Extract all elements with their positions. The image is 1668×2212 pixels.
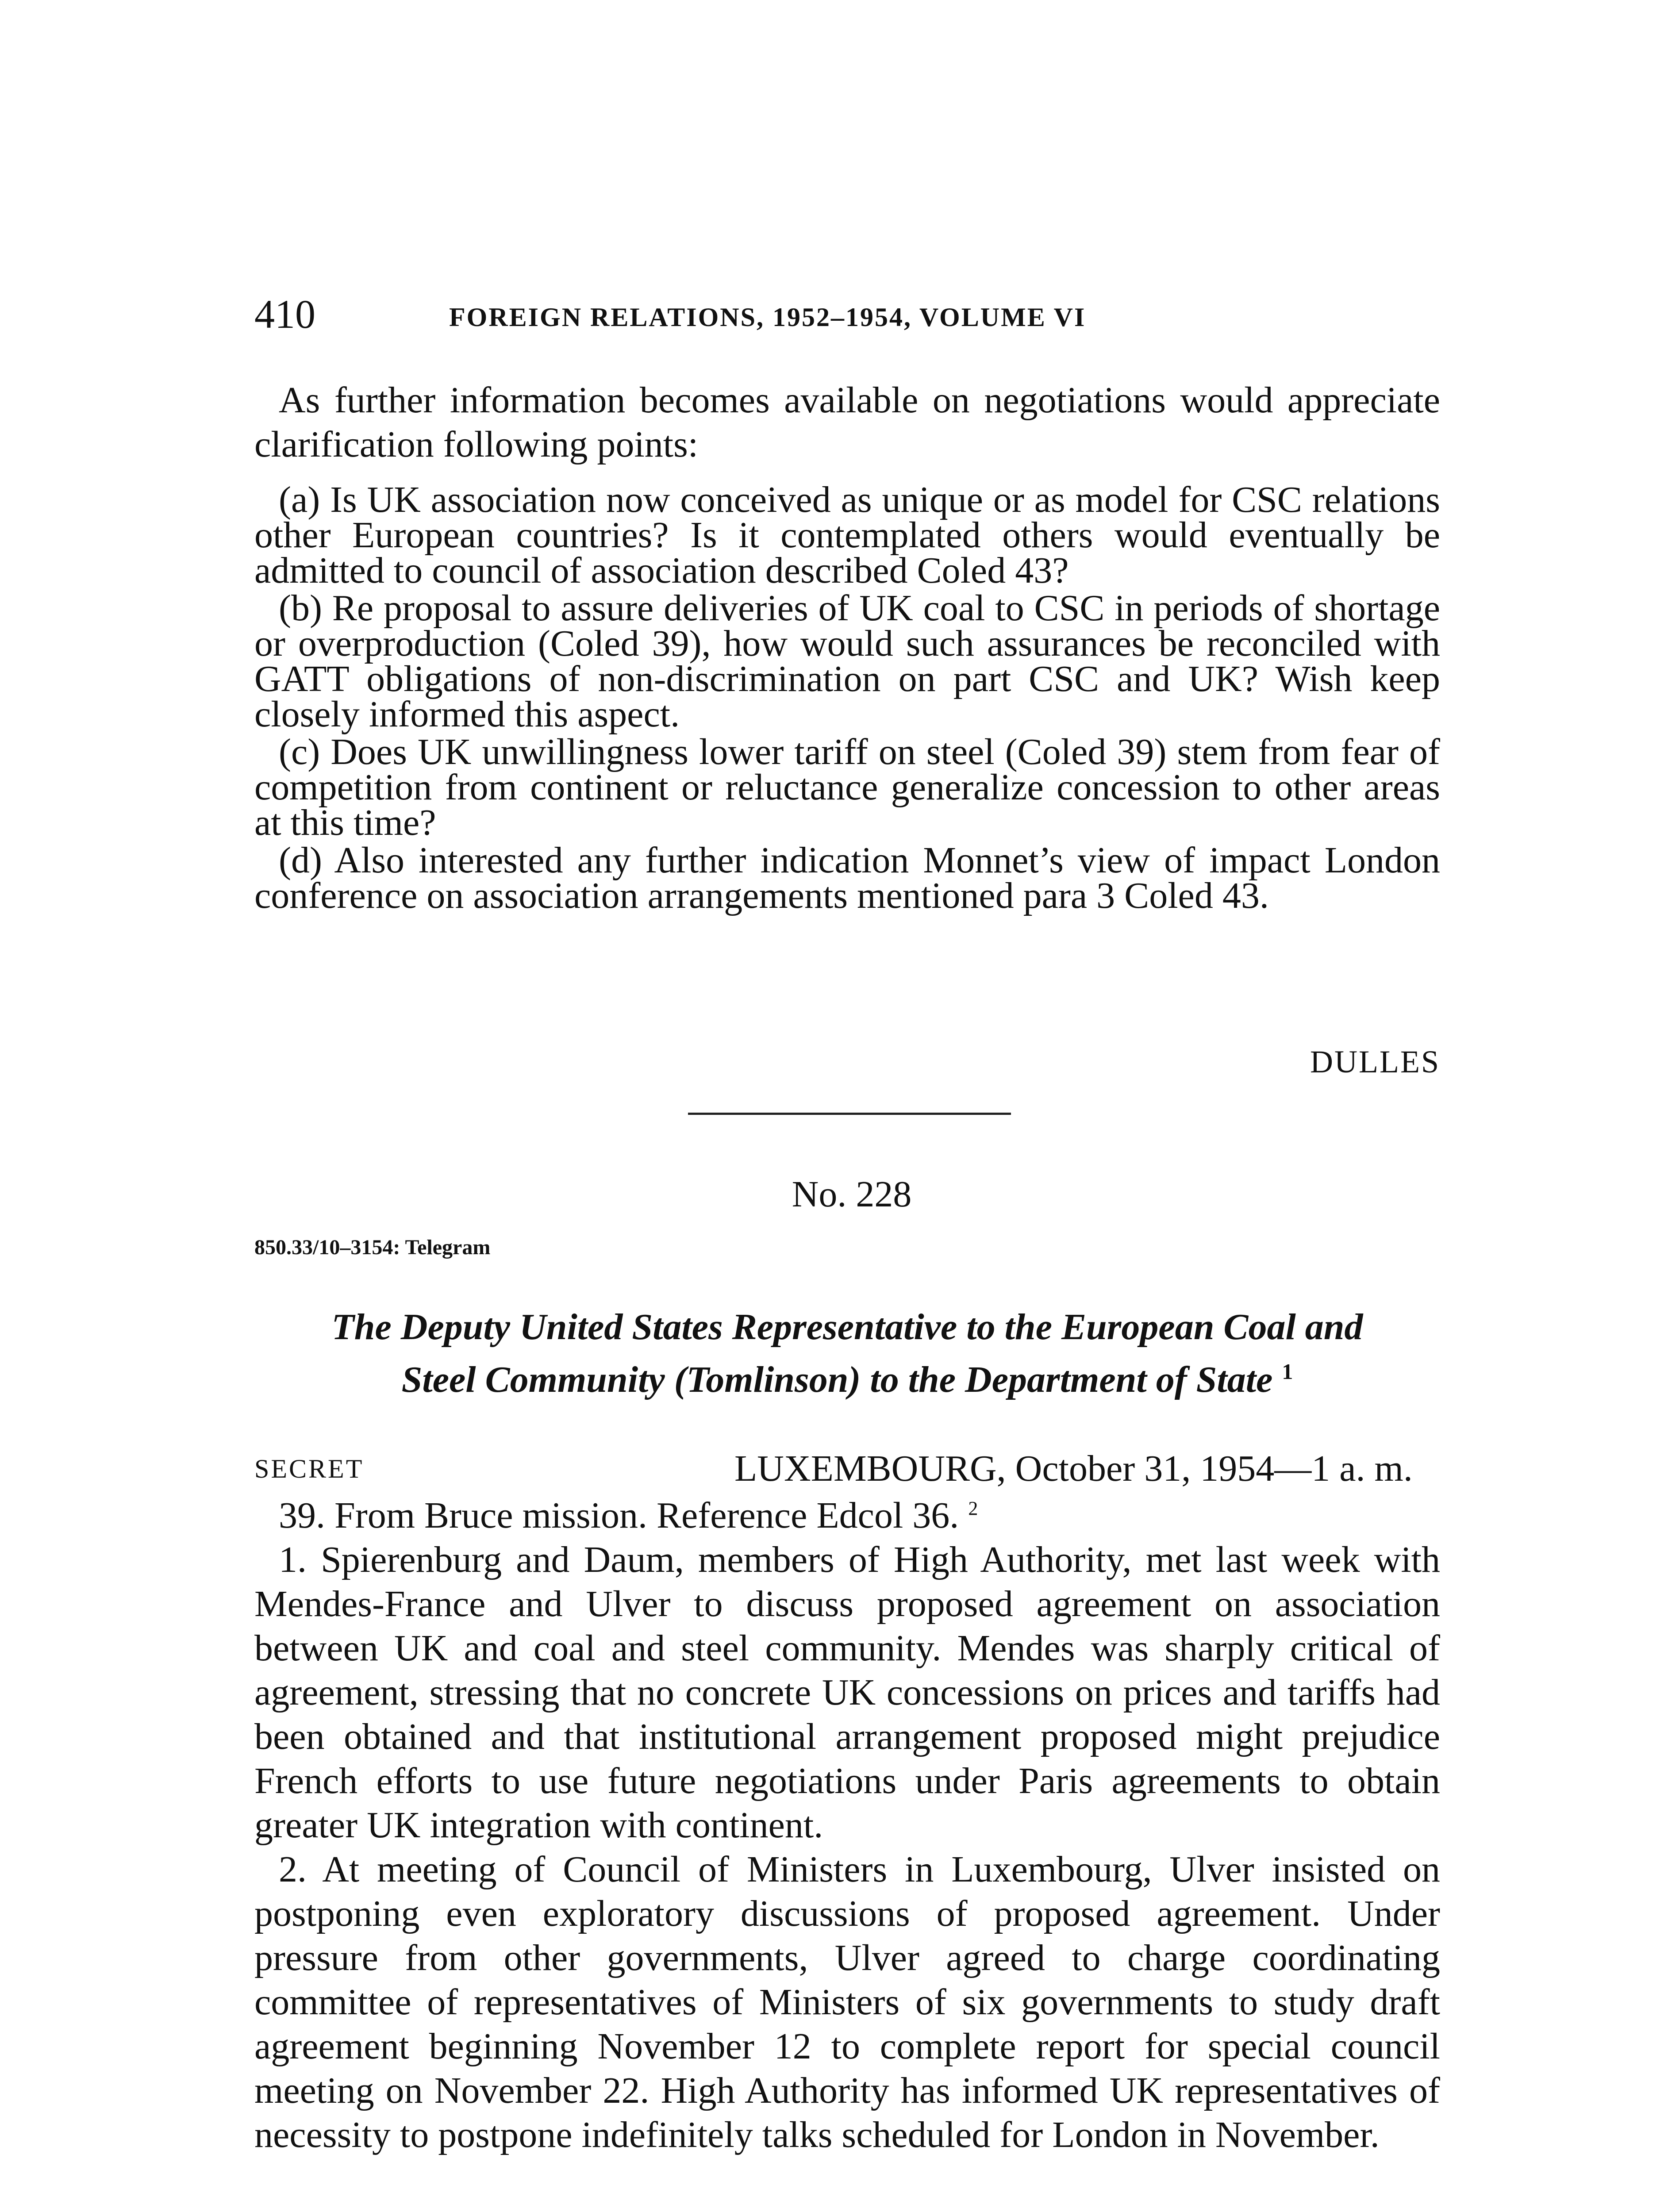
paragraph: 1. Spierenburg and Daum, members of High Authority, met last week with Mendes-France and Ulver to discuss proposed agreement on association between UK and coal and steel community. Mendes was sharply critical of agreement, stressing that no concrete UK concessions on prices and tariffs had been obtained and that institutional arrangement proposed might prejudice French efforts to use future negotiations under Paris agreements to obtain greater UK integration with continent. [254,1539,1440,1846]
document-title-line-2 [254,1349,1440,1402]
section-divider [688,1113,1011,1115]
page-number: 410 [254,292,315,337]
paragraph: (c) Does UK unwillingness lower tariff on steel (Coled 39) stem from fear of competition from continent or reluctance generalize concession to other areas at this time? [254,731,1440,843]
document-number: No. 228 [792,1174,912,1215]
paragraph: (b) Re proposal to assure deliveries of UK coal to CSC in periods of shortage or overproduction (Coled 39), how would such assurances be reconciled with GATT obligations of non-discrimination on part CSC and UK? Wish keep closely informed this aspect. [254,588,1440,735]
paragraph: (a) Is UK association now conceived as unique or as model for CSC relations other European countries? Is it contemplated others would eventually be admitted to council of association described Coled 43? [254,479,1440,591]
file-reference: 850.33/10–3154: Telegram [254,1236,491,1259]
paragraph: 39. From Bruce mission. Reference Edcol 36. [279,1495,959,1536]
previous-document-body [254,378,1440,914]
signature: DULLES [1310,1044,1440,1079]
document-title-line: Steel Community (Tomlinson) to the Department of State [401,1359,1273,1400]
paragraph-intro [254,1486,1440,1538]
running-head: FOREIGN RELATIONS, 1952–1954, VOLUME VI [449,303,1086,332]
document-body [254,1486,1440,2157]
paragraph: (d) Also interested any further indication Monnet’s view of impact London conference on association arrangements mentioned para 3 Coled 43. [254,840,1440,916]
footnote-marker: 2 [968,1498,978,1519]
document-title-line: The Deputy United States Representative to the European Coal and [331,1306,1363,1348]
document-title [254,1305,1440,1402]
classification-label: SECRET [254,1454,364,1483]
place-and-date: LUXEMBOURG, October 31, 1954—1 a. m. [734,1448,1413,1489]
page-header [254,292,1440,345]
footnote-marker: 1 [1282,1359,1293,1384]
paragraph: As further information becomes available on negotiations would appreciate clarification following points: [254,380,1440,465]
paragraph: 2. At meeting of Council of Ministers in Luxembourg, Ulver insisted on postponing even exploratory discussions of proposed agreement. Under pressure from other governments, Ulver agreed to charge coordinating committee of representatives of Ministers of six governments to study draft agreement beginning November 12 to complete report for special council meeting on November 22. High Authority has informed UK representatives of necessity to postpone indefinitely talks scheduled for London in November. [254,1849,1440,2155]
